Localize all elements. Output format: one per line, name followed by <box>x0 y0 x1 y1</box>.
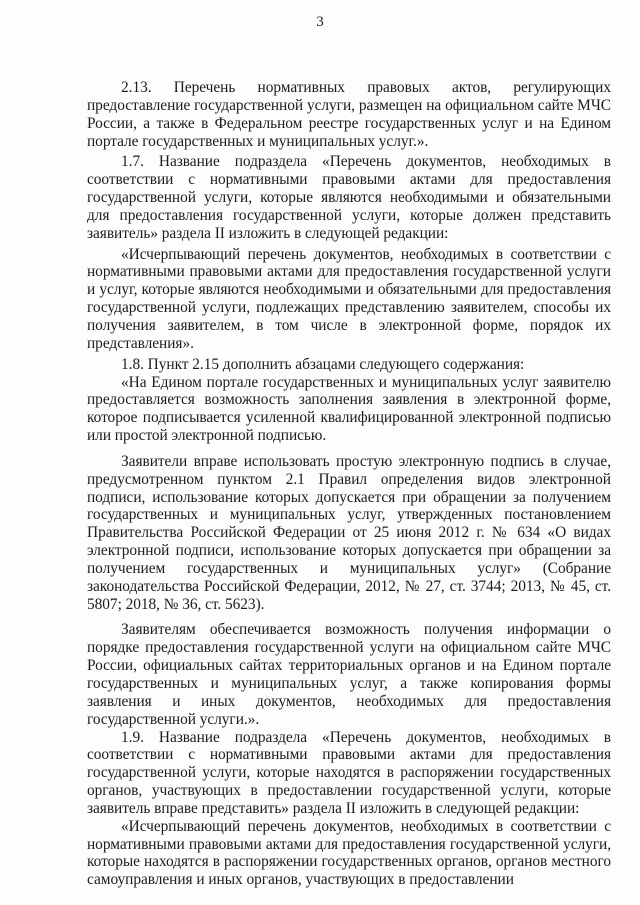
paragraph-1-7-new-title: «Исчерпывающий перечень документов, необходимых в соответствии с нормативными правовыми актами для предоставления государственной услуги и услуг, которые являются необходимыми и обязательными для предоставления государственной услуги, подлежащих представлению заявителем, способы их получения заявителем, в том числе в электронной форме, порядок их представления». <box>87 245 611 352</box>
paragraph-1-8-information: Заявителям обеспечивается возможность получения информации о порядке предоставления государственной услуги на официальном сайте МЧС России, официальных сайтах территориальных органов и на Едином портале государственных и муниципальных услуг, а также копирования формы заявления и иных документов, необходимых для предоставления государственной услуги.». <box>87 621 611 728</box>
paragraph-1-8-simple-signature: Заявители вправе использовать простую электронную подпись в случае, предусмотренном пунктом 2.1 Правил определения видов электронной подписи, использование которых допускается при обращении за получением государственных и муниципальных услуг, утвержденных постановлением Правительства Российской Федерации от 25 июня 2012 г. № 634 «О видах электронной подписи, использование которых допускается при обращении за получением государственных и муниципальных услуг» (Собрание законодательства Российской Федерации, 2012, № 27, ст. 3744; 2013, № 45, ст. 5807; 2018, № 36, ст. 5623). <box>87 452 611 613</box>
paragraph-1-7: 1.7. Название подраздела «Перечень документов, необходимых в соответствии с нормативными правовыми актами для предоставления государственной услуги, которые являются необходимыми и обязательными для предоставления государственной услуги, которые должен представить заявитель» раздела II изложить в следующей редакции: <box>87 153 611 242</box>
document-body <box>87 79 611 889</box>
paragraph-1-8: 1.8. Пункт 2.15 дополнить абзацами следующего содержания: <box>121 355 525 373</box>
page-number: 3 <box>316 14 324 30</box>
paragraph-2-13: 2.13. Перечень нормативных правовых актов, регулирующих предоставление государственной услуги, размещен на официальном сайте МЧС России, а также в Федеральном реестре государственных услуг и на Едином портале государственных и муниципальных услуг.». <box>87 79 611 150</box>
paragraph-1-8-portal: «На Едином портале государственных и муниципальных услуг заявителю предоставляется возможность заполнения заявления в электронной форме, которое подписывается усиленной квалифицированной электронной подписью или простой электронной подписью. <box>87 373 611 445</box>
paragraph-1-9: 1.9. Название подраздела «Перечень документов, необходимых в соответствии с нормативными правовыми актами для предоставления государственной услуги, которые находятся в распоряжении государственных органов, участвующих в предоставлении государственной услуги, которые заявитель вправе представить» раздела II изложить в следующей редакции: <box>87 728 611 817</box>
paragraph-1-9-new-title: «Исчерпывающий перечень документов, необходимых в соответствии с нормативными правовыми актами для предоставления государственной услуги, которые находятся в распоряжении государственных органов, органов местного самоуправления и иных органов, участвующих в предоставлении <box>87 817 611 889</box>
